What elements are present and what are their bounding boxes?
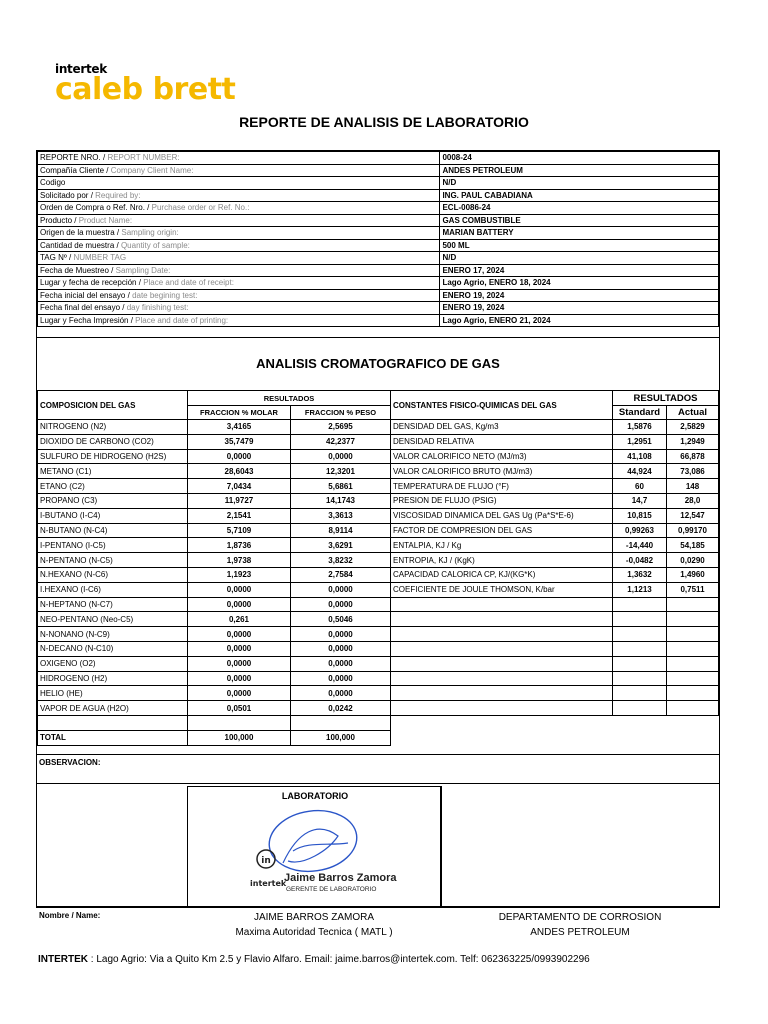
header-label: TAG Nº / NUMBER TAG (38, 252, 440, 265)
header-value: 0008-24 (440, 152, 719, 165)
constant-row (391, 701, 719, 716)
actual-value: 0,7511 (667, 582, 719, 597)
constant-name: ENTALPIA, KJ / Kg (391, 538, 613, 553)
constant-name: DENSIDAD DEL GAS, Kg/m3 (391, 420, 613, 435)
constant-row (391, 523, 719, 538)
header-value: ANDES PETROLEUM (440, 164, 719, 177)
mass-value: 3,3613 (291, 508, 391, 523)
molar-value: 1,1923 (188, 567, 291, 582)
constant-row (391, 420, 719, 435)
component-name: OXIGENO (O2) (38, 656, 188, 671)
header-row (38, 289, 719, 302)
constant-row (391, 479, 719, 494)
actual-value: 1,4960 (667, 567, 719, 582)
standard-header: Standard (613, 406, 667, 420)
component-name: N.HEXANO (N-C6) (38, 567, 188, 582)
composition-row (38, 567, 391, 582)
actual-value: 66,878 (667, 449, 719, 464)
total-molar: 100,000 (188, 730, 291, 745)
constant-name: CAPACIDAD CALORICA CP, KJ/(KG*K) (391, 567, 613, 582)
section-title: ANALISIS CROMATOGRAFICO DE GAS (256, 356, 500, 371)
company-logo (55, 62, 236, 107)
molar-value: 0,0000 (188, 671, 291, 686)
signer-name: JAIME BARROS ZAMORA (253, 912, 374, 923)
header-label: Lugar y fecha de recepción / Place and date of receipt: (38, 277, 440, 290)
molar-value: 7,0434 (188, 479, 291, 494)
component-name: N-DECANO (N-C10) (38, 641, 188, 656)
signature-stamp-icon (188, 791, 442, 907)
mass-value: 5,6861 (291, 479, 391, 494)
standard-value: -14,440 (613, 538, 667, 553)
composition-row (38, 538, 391, 553)
component-name: I-BUTANO (I-C4) (38, 508, 188, 523)
constant-row (391, 493, 719, 508)
mass-value: 2,5695 (291, 420, 391, 435)
header-value: ENERO 19, 2024 (440, 302, 719, 315)
report-header-table (37, 151, 719, 327)
molar-value: 0,0501 (188, 701, 291, 716)
actual-value: 12,547 (667, 508, 719, 523)
blank-row (38, 715, 391, 730)
header-label: Producto / Product Name: (38, 214, 440, 227)
molar-value: 0,261 (188, 612, 291, 627)
header-row (38, 189, 719, 202)
phys-results-header: RESULTADOS (613, 391, 719, 406)
molar-value: 35,7479 (188, 434, 291, 449)
divider-line (187, 906, 188, 908)
header-value: ENERO 17, 2024 (440, 264, 719, 277)
standard-value: 0,99263 (613, 523, 667, 538)
footer-brand: INTERTEK (38, 954, 88, 965)
header-label: Fecha inicial del ensayo / date begining test: (38, 289, 440, 302)
constant-row (391, 656, 719, 671)
header-label: Codigo (38, 177, 440, 190)
component-name: DIOXIDO DE CARBONO (CO2) (38, 434, 188, 449)
header-row (38, 152, 719, 165)
mass-value: 0,0000 (291, 641, 391, 656)
component-name: NEO-PENTANO (Neo-C5) (38, 612, 188, 627)
observation-label: OBSERVACION: (39, 758, 101, 767)
header-value: GAS COMBUSTIBLE (440, 214, 719, 227)
company-name: ANDES PETROLEUM (530, 927, 630, 938)
constant-row (391, 508, 719, 523)
standard-value: 44,924 (613, 464, 667, 479)
constant-row (391, 449, 719, 464)
molar-header: FRACCION % MOLAR (188, 406, 291, 420)
header-label: Origen de la muestra / Sampling origin: (38, 227, 440, 240)
header-row (38, 277, 719, 290)
constant-row (391, 612, 719, 627)
actual-value: 148 (667, 479, 719, 494)
actual-value: 54,185 (667, 538, 719, 553)
constants-header: CONSTANTES FISICO-QUIMICAS DEL GAS (391, 391, 613, 420)
footer-text: : Lago Agrio: Via a Quito Km 2.5 y Flavio Alfaro. Email: jaime.barros@intertek.com. Telf: 062363225/0993902296 (88, 954, 590, 965)
mass-header: FRACCION % PESO (291, 406, 391, 420)
section-divider (37, 337, 719, 338)
mass-value: 2,7584 (291, 567, 391, 582)
composition-row (38, 701, 391, 716)
actual-value: 1,2949 (667, 434, 719, 449)
constant-row (391, 597, 719, 612)
mass-value: 0,0000 (291, 627, 391, 642)
composition-row (38, 597, 391, 612)
molar-value: 0,0000 (188, 686, 291, 701)
standard-value: 14,7 (613, 493, 667, 508)
mass-value: 3,8232 (291, 553, 391, 568)
composition-row (38, 686, 391, 701)
header-row (38, 239, 719, 252)
component-name: N-HEPTANO (N-C7) (38, 597, 188, 612)
composition-table (37, 390, 391, 746)
header-value: N/D (440, 177, 719, 190)
header-value: N/D (440, 252, 719, 265)
header-row (38, 314, 719, 327)
composition-row (38, 627, 391, 642)
composition-row (38, 582, 391, 597)
constant-name: TEMPERATURA DE FLUJO (°F) (391, 479, 613, 494)
footer (38, 954, 590, 965)
constant-row (391, 553, 719, 568)
composition-row (38, 656, 391, 671)
constant-row (391, 464, 719, 479)
standard-value: 1,1213 (613, 582, 667, 597)
standard-value: 41,108 (613, 449, 667, 464)
physical-constants-table (390, 390, 719, 716)
constant-name: PRESION DE FLUJO (PSIG) (391, 493, 613, 508)
name-label: Nombre / Name: (39, 911, 101, 920)
mass-value: 12,3201 (291, 464, 391, 479)
standard-value: 10,815 (613, 508, 667, 523)
header-label: Solicitado por / Required by: (38, 189, 440, 202)
constant-name: ENTROPIA, KJ / (KgK) (391, 553, 613, 568)
header-row (38, 214, 719, 227)
header-value: Lago Agrio, ENERO 18, 2024 (440, 277, 719, 290)
constant-row (391, 627, 719, 642)
constant-row (391, 434, 719, 449)
mass-value: 0,0000 (291, 656, 391, 671)
actual-value: 73,086 (667, 464, 719, 479)
mass-value: 14,1743 (291, 493, 391, 508)
divider-line-right (441, 786, 442, 907)
mass-value: 42,2377 (291, 434, 391, 449)
component-name: NITROGENO (N2) (38, 420, 188, 435)
molar-value: 1,8736 (188, 538, 291, 553)
department-name: DEPARTAMENTO DE CORROSION (498, 912, 662, 923)
laboratory-label: LABORATORIO (281, 791, 349, 801)
header-value: Lago Agrio, ENERO 21, 2024 (440, 314, 719, 327)
observation-field (37, 754, 719, 784)
header-value: 500 ML (440, 239, 719, 252)
report-title: REPORTE DE ANALISIS DE LABORATORIO (239, 114, 529, 130)
composition-row (38, 420, 391, 435)
mass-value: 3,6291 (291, 538, 391, 553)
molar-value: 0,0000 (188, 582, 291, 597)
molar-value: 0,0000 (188, 597, 291, 612)
header-row (38, 252, 719, 265)
total-mass: 100,000 (291, 730, 391, 745)
header-label: Cantidad de muestra / Quantity of sample: (38, 239, 440, 252)
component-name: I.HEXANO (I-C6) (38, 582, 188, 597)
composition-header: COMPOSICION DEL GAS (38, 391, 188, 420)
department-block (441, 910, 719, 940)
header-label: REPORTE NRO. / REPORT NUMBER: (38, 152, 440, 165)
composition-row (38, 479, 391, 494)
composition-row (38, 612, 391, 627)
component-name: N-PENTANO (N-C5) (38, 553, 188, 568)
molar-value: 0,0000 (188, 627, 291, 642)
results-header: RESULTADOS (188, 391, 391, 406)
header-row (38, 227, 719, 240)
header-label: Lugar y Fecha Impresión / Place and date of printing: (38, 314, 440, 327)
actual-value: 0,99170 (667, 523, 719, 538)
component-name: SULFURO DE HIDROGENO (H2S) (38, 449, 188, 464)
logo-intertek-text: intertek (55, 62, 107, 76)
constant-name: VISCOSIDAD DINAMICA DEL GAS Ug (Pa*S*E-6) (391, 508, 613, 523)
mass-value: 0,0000 (291, 449, 391, 464)
constant-row (391, 641, 719, 656)
constant-name: COEFICIENTE DE JOULE THOMSON, K/bar (391, 582, 613, 597)
header-label: Fecha de Muestreo / Sampling Date: (38, 264, 440, 277)
header-label: Compañía Cliente / Company Client Name: (38, 164, 440, 177)
header-value: MARIAN BATTERY (440, 227, 719, 240)
molar-value: 3,4165 (188, 420, 291, 435)
constant-row (391, 686, 719, 701)
component-name: HIDROGENO (H2) (38, 671, 188, 686)
header-label: Orden de Compra o Ref. Nro. / Purchase order or Ref. No.: (38, 202, 440, 215)
composition-row (38, 523, 391, 538)
standard-value: 1,3632 (613, 567, 667, 582)
actual-value: 2,5829 (667, 420, 719, 435)
names-divider (37, 906, 719, 909)
component-name: METANO (C1) (38, 464, 188, 479)
mass-value: 0,5046 (291, 612, 391, 627)
header-row (38, 202, 719, 215)
standard-value: 1,5876 (613, 420, 667, 435)
component-name: PROPANO (C3) (38, 493, 188, 508)
signature-box (187, 786, 441, 906)
actual-header: Actual (667, 406, 719, 420)
constant-row (391, 671, 719, 686)
standard-value: -0,0482 (613, 553, 667, 568)
composition-row (38, 641, 391, 656)
composition-row (38, 493, 391, 508)
header-value: ING. PAUL CABADIANA (440, 189, 719, 202)
logo-caleb-brett-text: caleb brett (55, 72, 236, 107)
molar-value: 0,0000 (188, 449, 291, 464)
molar-value: 0,0000 (188, 641, 291, 656)
mass-value: 0,0000 (291, 582, 391, 597)
standard-value: 1,2951 (613, 434, 667, 449)
composition-row (38, 671, 391, 686)
constant-name: FACTOR DE COMPRESION DEL GAS (391, 523, 613, 538)
constant-name: DENSIDAD RELATIVA (391, 434, 613, 449)
composition-row (38, 508, 391, 523)
mass-value: 0,0242 (291, 701, 391, 716)
composition-row (38, 464, 391, 479)
mass-value: 0,0000 (291, 671, 391, 686)
composition-row (38, 553, 391, 568)
molar-value: 0,0000 (188, 656, 291, 671)
header-row (38, 264, 719, 277)
actual-value: 0,0290 (667, 553, 719, 568)
constant-name: VALOR CALORIFICO BRUTO (MJ/m3) (391, 464, 613, 479)
svg-text:in: in (261, 856, 271, 866)
stamp-role: GERENTE DE LABORATORIO (286, 886, 377, 893)
composition-row (38, 449, 391, 464)
signer-block (187, 910, 441, 940)
molar-value: 28,6043 (188, 464, 291, 479)
mass-value: 0,0000 (291, 597, 391, 612)
molar-value: 11,9727 (188, 493, 291, 508)
component-name: I-PENTANO (I-C5) (38, 538, 188, 553)
constant-row (391, 567, 719, 582)
standard-value: 60 (613, 479, 667, 494)
composition-row (38, 434, 391, 449)
molar-value: 1,9738 (188, 553, 291, 568)
header-value: ENERO 19, 2024 (440, 289, 719, 302)
header-row (38, 177, 719, 190)
header-label: Fecha final del ensayo / day finishing test: (38, 302, 440, 315)
molar-value: 5,7109 (188, 523, 291, 538)
signer-title: Maxima Autoridad Tecnica ( MATL ) (235, 927, 393, 938)
total-row (38, 730, 391, 745)
header-value: ECL-0086-24 (440, 202, 719, 215)
mass-value: 0,0000 (291, 686, 391, 701)
component-name: N-BUTANO (N-C4) (38, 523, 188, 538)
header-row (38, 302, 719, 315)
header-row (38, 164, 719, 177)
total-label: TOTAL (38, 730, 188, 745)
mass-value: 8,9114 (291, 523, 391, 538)
constant-row (391, 538, 719, 553)
constant-row (391, 582, 719, 597)
component-name: VAPOR DE AGUA (H2O) (38, 701, 188, 716)
actual-value: 28,0 (667, 493, 719, 508)
stamp-name: Jaime Barros Zamora (284, 872, 397, 884)
component-name: HELIO (HE) (38, 686, 188, 701)
constant-name: VALOR CALORIFICO NETO (MJ/m3) (391, 449, 613, 464)
component-name: N-NONANO (N-C9) (38, 627, 188, 642)
component-name: ETANO (C2) (38, 479, 188, 494)
stamp-brand: intertek (250, 879, 287, 888)
molar-value: 2,1541 (188, 508, 291, 523)
